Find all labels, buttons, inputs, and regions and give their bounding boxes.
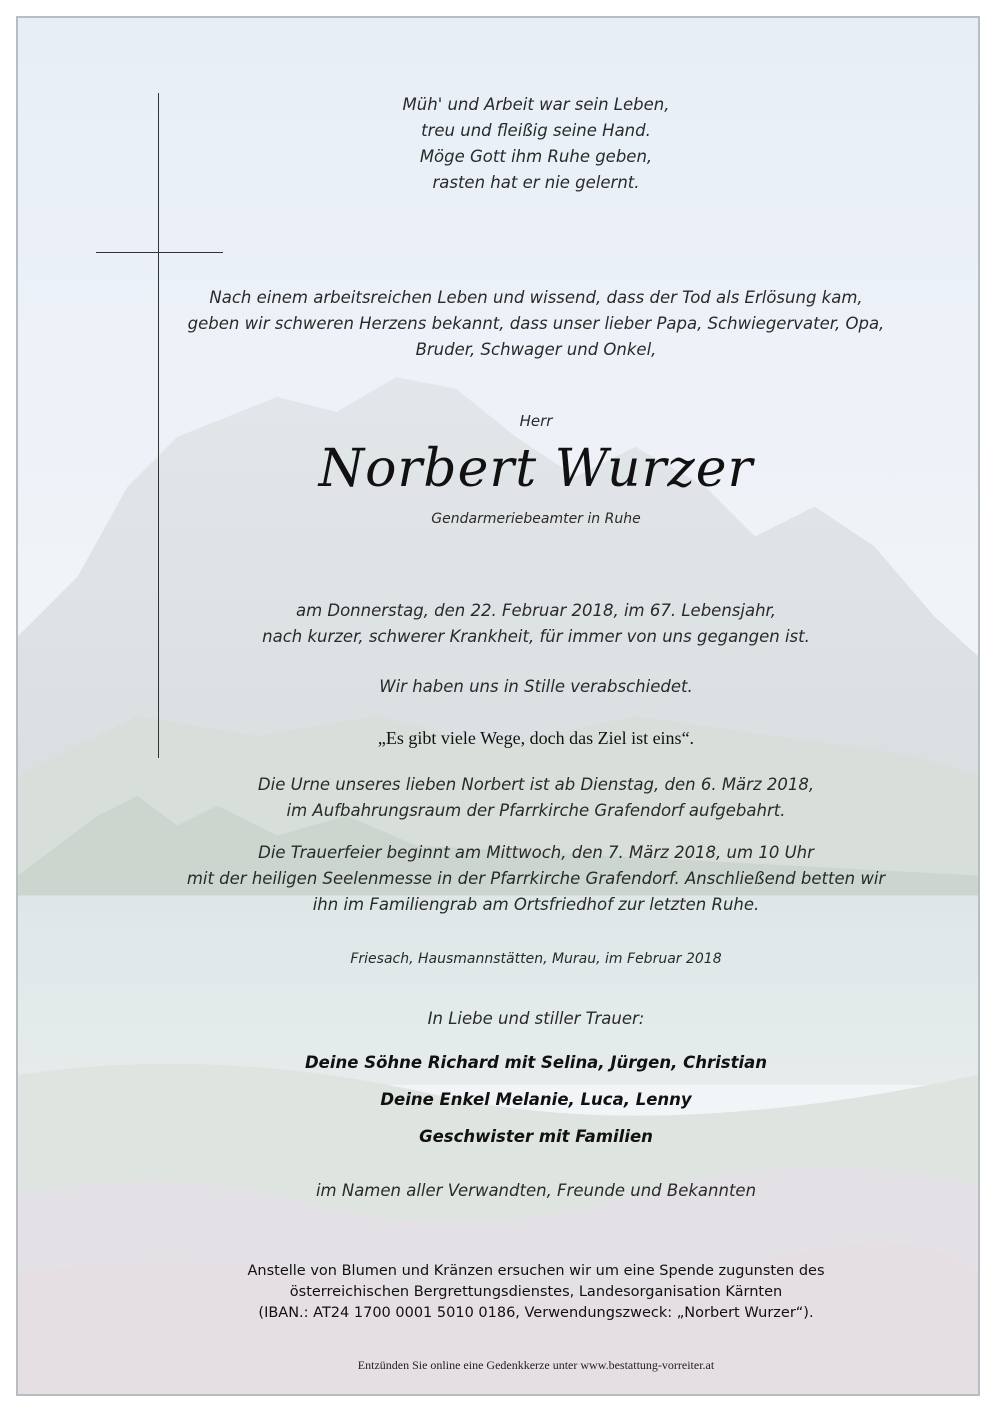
mourner-line: Geschwister mit Familien — [419, 1127, 653, 1146]
intro-text: Nach einem arbeitsreichen Leben und wissend, dass der Tod als Erlösung kam, geben wir schweren Herzens bekannt, dass unser lieber Papa, Schwiegervater, Opa, Bruder, Schwager und Onkel, — [187, 288, 885, 359]
cross-vertical-bar — [158, 93, 159, 758]
quote: „Es gibt viele Wege, doch das Ziel ist eins“. — [377, 728, 695, 748]
mourner-line: Deine Enkel Melanie, Luca, Lenny — [380, 1090, 692, 1109]
poem: Müh' und Arbeit war sein Leben, treu und fleißig seine Hand. Möge Gott ihm Ruhe geben, rasten hat er nie gelernt. — [402, 95, 670, 192]
mourner-line: Deine Söhne Richard mit Selina, Jürgen, Christian — [304, 1053, 768, 1072]
urn-info: Die Urne unseres lieben Norbert ist ab Dienstag, den 6. März 2018, im Aufbahrungsraum der Pfarrkirche Grafendorf aufgebahrt. — [257, 775, 815, 820]
salutation: Herr — [519, 412, 553, 430]
deceased-name: Norbert Wurzer — [318, 439, 754, 499]
occupation: Gendarmeriebeamter in Ruhe — [431, 511, 641, 527]
farewell-text: Wir haben uns in Stille verabschiedet. — [379, 677, 693, 696]
cross-horizontal-bar — [96, 252, 223, 253]
death-notice: am Donnerstag, den 22. Februar 2018, im 67. Lebensjahr, nach kurzer, schwerer Krankheit, für immer von uns gegangen ist. — [262, 601, 810, 646]
funeral-info: Die Trauerfeier beginnt am Mittwoch, den 7. März 2018, um 10 Uhr mit der heiligen Seelenmesse in der Pfarrkirche Grafendorf. Anschließend betten wir ihn im Familiengrab am Ortsfriedhof zur letzten Ruhe. — [186, 843, 886, 914]
place-date: Friesach, Hausmannstätten, Murau, im Februar 2018 — [350, 951, 722, 967]
relatives-text: im Namen aller Verwandten, Freunde und Bekannten — [315, 1181, 757, 1200]
donation-notice: Anstelle von Blumen und Kränzen ersuchen wir um eine Spende zugunsten des österreichischen Bergrettungsdienstes, Landesorganisation Kärnten (IBAN.: AT24 1700 0001 5010 0186, Verwendungszweck: „Norbert Wurzer“). — [247, 1263, 825, 1321]
mourning-intro: In Liebe und stiller Trauer: — [427, 1009, 645, 1028]
online-candle-footer: Entzünden Sie online eine Gedenkkerze unter www.bestattung-vorreiter.at — [357, 1358, 715, 1372]
